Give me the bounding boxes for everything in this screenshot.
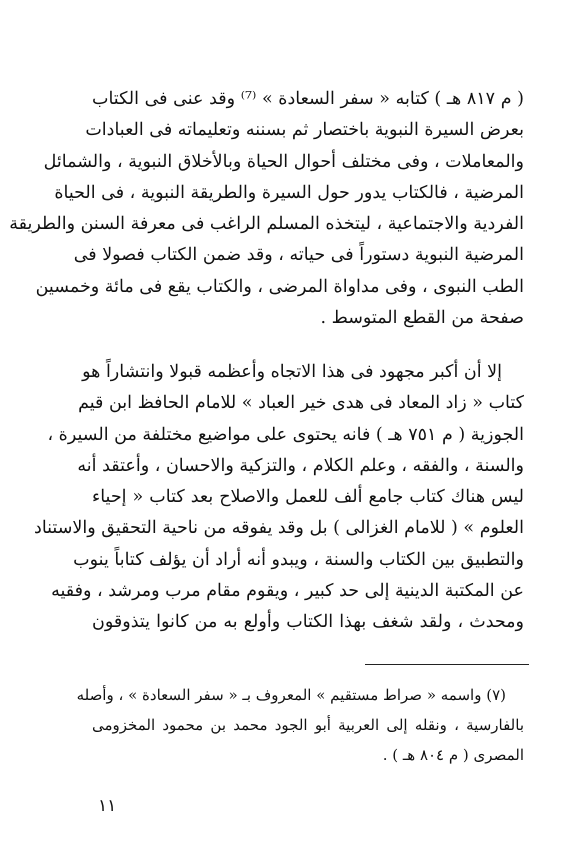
- paragraph-2: [34, 357, 524, 639]
- text-line: ( م ٨١٧ هـ ) كتابه « سفر السعادة » ⁽⁷⁾ وقد عنى فى الكتاب: [92, 89, 524, 109]
- text-line: إلا أن أكبر مجهود فى هذا الاتجاه وأعظمه قبولا وانتشاراً هو: [82, 362, 502, 382]
- text-line: والسنة ، والفقه ، وعلم الكلام ، والتزكية والاحسان ، وأعتقد أنه: [77, 455, 524, 476]
- paragraph-1: [9, 84, 524, 334]
- text-line: ليس هناك كتاب جامع ألف للعمل والاصلاح بعد كتاب « إحياء: [92, 487, 524, 508]
- text-line: المرضية النبوية دستوراً فى حياته ، وقد ضمن الكتاب فصولا فى: [73, 245, 524, 266]
- text-line: بعرض السيرة النبوية باختصار ثم بسننه وتعليماته فى العبادات: [85, 120, 524, 141]
- text-line: والمعاملات ، وفى مختلف أحوال الحياة وبالأخلاق النبوية ، والشمائل: [43, 151, 524, 172]
- text-line: كتاب « زاد المعاد فى هدى خير العباد » للامام الحافظ ابن قيم: [78, 393, 524, 414]
- text-line: عن المكتبة الدينية إلى حد كبير ، ويقوم مقام مرب ومرشد ، وفقيه: [51, 581, 524, 602]
- text-line: الطب النبوى ، وفى مداواة المرضى ، والكتاب يقع فى مائة وخمسين: [35, 276, 524, 297]
- text-line: الجوزية ( م ٧٥١ هـ ) فانه يحتوى على مواضيع مختلفة من السيرة ،: [47, 424, 524, 445]
- text-line: الفردية والاجتماعية ، ليتخذه المسلم الراغب فى معرفة السنن والطريقة: [9, 214, 524, 235]
- text-line: والتطبيق بين الكتاب والسنة ، ويبدو أنه أراد أن يؤلف كتاباً ينوب: [73, 549, 524, 570]
- footnote: [76, 680, 524, 770]
- page-number: ١١: [98, 796, 117, 816]
- footnote-divider: [365, 664, 529, 665]
- footnote-line: (٧) واسمه « صراط مستقيم » المعروف بـ « سفر السعادة » ، وأصله: [76, 686, 506, 704]
- text-line: ومحدث ، ولقد شغف بهذا الكتاب وأولع به من كانوا يتذوقون: [92, 612, 524, 633]
- text-line: صفحة من القطع المتوسط .: [320, 308, 524, 329]
- text-line: العلوم » ( للامام الغزالى ) بل وقد يفوقه من ناحية التحقيق والاستناد: [34, 518, 524, 539]
- text-line: المرضية ، فالكتاب يدور حول السيرة والطريقة النبوية ، فى الحياة: [54, 182, 524, 203]
- footnote-line: المصرى ( م ٨٠٤ هـ ) .: [382, 746, 524, 764]
- footnote-line: بالفارسية ، ونقله إلى العربية أبو الجود محمد بن محمود المخزومى: [92, 716, 524, 734]
